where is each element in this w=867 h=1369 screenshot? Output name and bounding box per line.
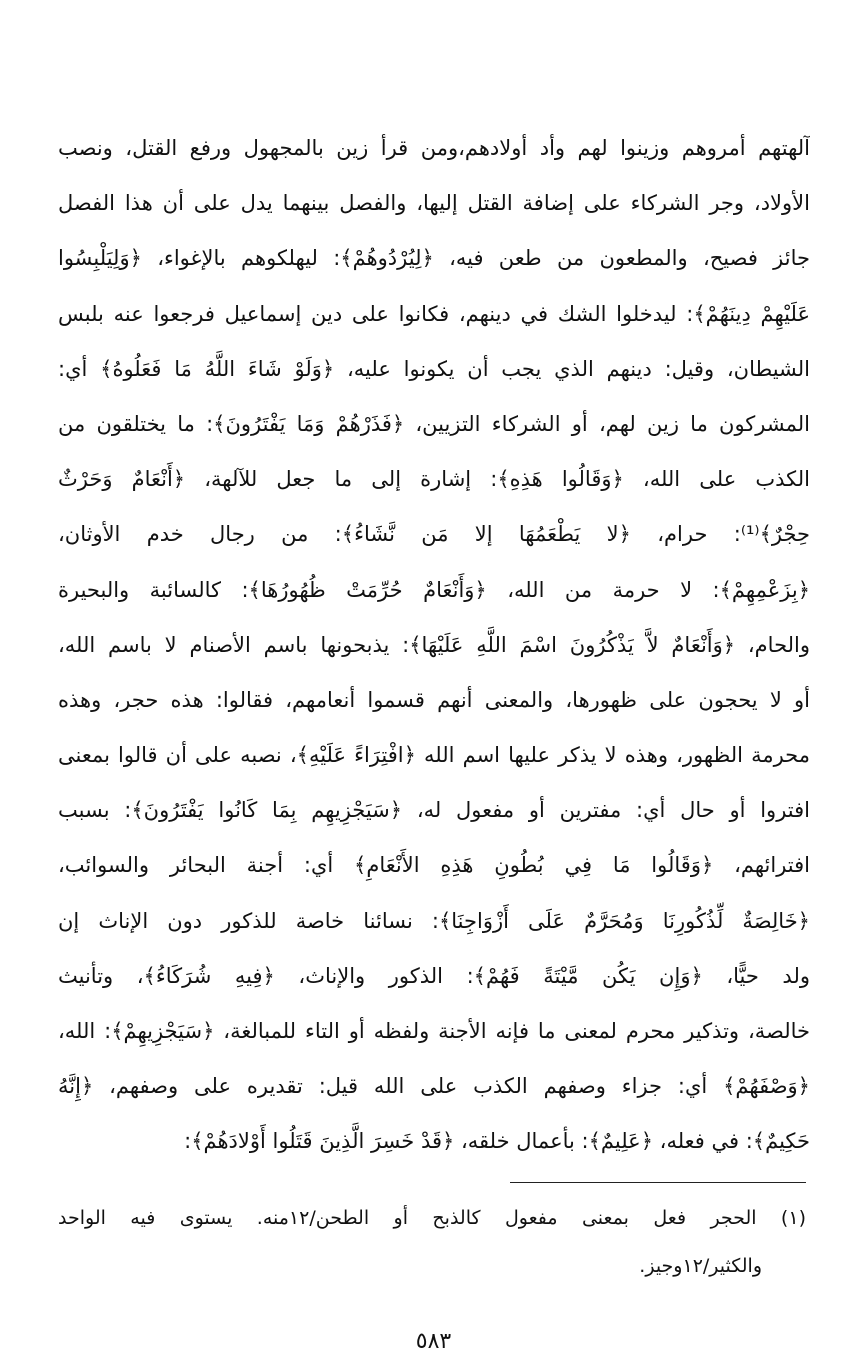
text-line: خالصة، وتذكير محرم لمعنى ما فإنه الأجنة ولفظه أو التاء للمبالغة، ﴿سَيَجْزِيهِمْ﴾: الله، [58, 1019, 810, 1043]
main-text [58, 128, 810, 1177]
text-line: ولد حيًّا، ﴿وَإِن يَكُن مَّيْتَةً فَهُمْ﴾: الذكور والإناث، ﴿فِيهِ شُرَكَاءُ﴾، وتأنيث [58, 963, 810, 988]
text-line: عَلَيْهِمْ دِينَهُمْ﴾: ليدخلوا الشك في دينهم، فكانوا على دين إسماعيل فرجعوا عنه بلبس [58, 301, 810, 326]
text-line: آلهتهم أمروهم وزينوا لهم وأد أولادهم،ومن قرأ زين بالمجهول ورفع القتل، ونصب [58, 136, 810, 160]
text-line: المشركون ما زين لهم، أو الشركاء التزيين، ﴿فَذَرْهُمْ وَمَا يَفْتَرُونَ﴾: ما يختلقون من [58, 411, 810, 436]
page-number: ٥٨٣ [415, 1329, 452, 1354]
text-line: افتروا أو حال أي: مفترين أو مفعول له، ﴿سَيَجْزِيهِم بِمَا كَانُوا يَفْتَرُونَ﴾: بسبب [58, 798, 810, 823]
footnote-separator [510, 1182, 806, 1183]
text-line: حِجْرٌ﴾⁽¹⁾: حرام، ﴿لا يَطْعَمُهَا إلا مَن نَّشَاءُ﴾: من رجال خدم الأوثان، [58, 522, 810, 547]
text-line: والحام، ﴿وَأَنْعَامٌ لاَّ يَذْكُرُونَ اسْمَ اللَّهِ عَلَيْهَا﴾: يذبحونها باسم الأصنام لا باسم الله، [58, 632, 810, 657]
footnote-line: (١) الحجر فعل بمعنى مفعول كالذبح أو الطحن/١٢منه. يستوى فيه الواحد [58, 1207, 806, 1229]
footnote-line: والكثير/١٢وجيز. [639, 1255, 762, 1277]
text-line: الكذب على الله، ﴿وَقَالُوا هَذِهِ﴾: إشارة إلى ما جعل للآلهة، ﴿أَنْعَامٌ وَحَرْثٌ [58, 467, 810, 492]
text-line: الأولاد، وجر الشركاء على إضافة القتل إليها، والفصل بينهما يدل على أن هذا الفصل [58, 191, 810, 216]
text-line: افترائهم، ﴿وَقَالُوا مَا فِي بُطُونِ هَذِهِ الأَنْعَامِ﴾ أي: أجنة البحائر والسوائب، [58, 853, 810, 878]
text-line: ﴿بِزَعْمِهِمْ﴾: لا حرمة من الله، ﴿وَأَنْعَامٌ حُرِّمَتْ ظُهُورُهَا﴾: كالسائبة والبحيرة [58, 577, 810, 602]
text-line: حَكِيمٌ﴾: في فعله، ﴿عَلِيمٌ﴾: بأعمال خلقه، ﴿قَدْ خَسِرَ الَّذِينَ قَتَلُوا أَوْلادَهُمْ﴾: [184, 1129, 810, 1154]
footnote [58, 1198, 806, 1294]
text-line: ﴿خَالِصَةٌ لِّذُكُورِنَا وَمُحَرَّمٌ عَلَى أَزْوَاجِنَا﴾: نسائنا خاصة للذكور دون الإناث إن [58, 908, 810, 933]
text-line: ﴿وَصْفَهُمْ﴾ أي: جزاء وصفهم الكذب على الله قيل: تقديره على وصفهم، ﴿إِنَّهُ [58, 1074, 810, 1099]
text-line: أو لا يحجون على ظهورها، والمعنى أنهم قسموا أنعامهم، فقالوا: هذه حجر، وهذه [58, 687, 810, 712]
text-line: الشيطان، وقيل: دينهم الذي يجب أن يكونوا عليه، ﴿وَلَوْ شَاءَ اللَّهُ مَا فَعَلُوهُ﴾ أي: [58, 356, 810, 381]
text-line: محرمة الظهور، وهذه لا يذكر عليها اسم الله ﴿افْتِرَاءً عَلَيْهِ﴾، نصبه على أن قالوا بمعنى [58, 743, 810, 768]
text-line: جائز فصيح، والمطعون من طعن فيه، ﴿لِيُرْدُوهُمْ﴾: ليهلكوهم بالإغواء، ﴿وَلِيَلْبِسُوا [58, 246, 810, 271]
